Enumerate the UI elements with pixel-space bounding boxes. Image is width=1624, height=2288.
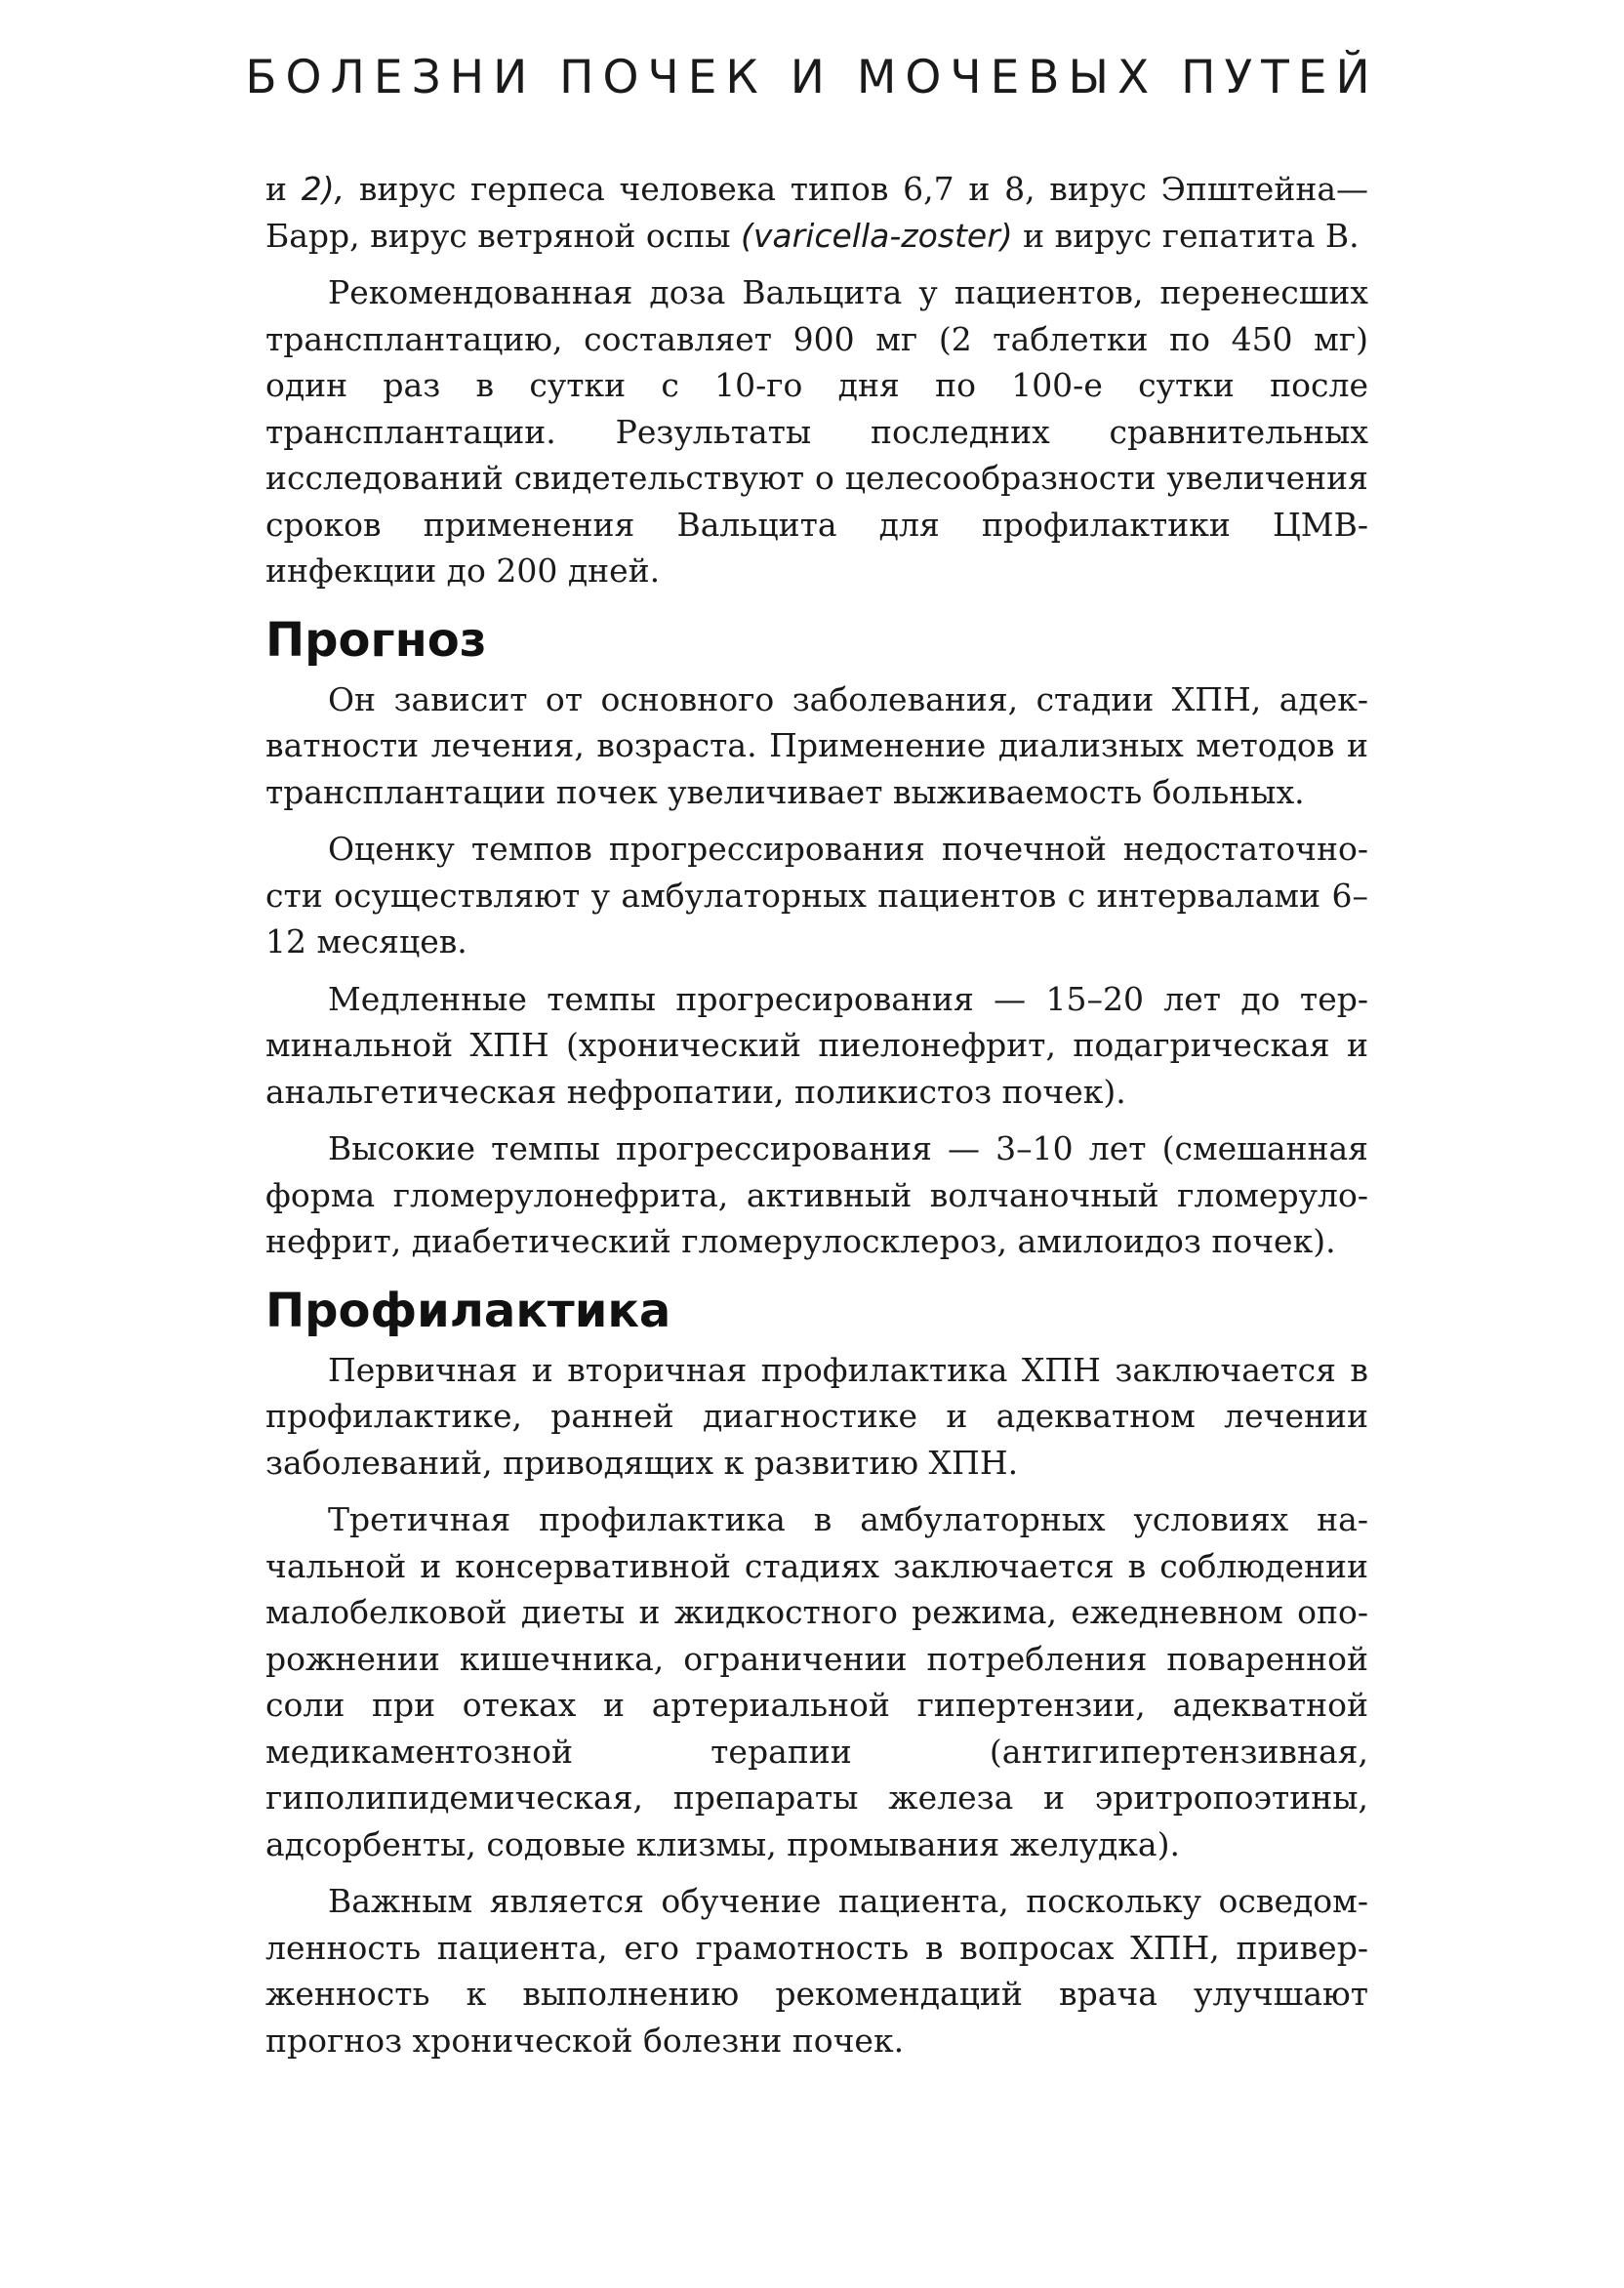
italic-run: 2),: [301, 170, 345, 208]
paragraph-prognosis-1: Он зависит от основного заболевания, стадии ХПН, адекватности лечения, возраста. Применение диализных методов и трансплантации почек увеличивает выживаемость больных.: [265, 679, 1368, 811]
body-text: [265, 166, 1368, 2074]
paragraph-prognosis-3: Медленные темпы прогресирования — 15–20 лет до терминальной ХПН (хронический пиелонефрит, подагрическая и анальгетическая нефропатии, поликистоз почек).: [265, 979, 1368, 1111]
paragraph-prophylaxis-1: Первичная и вторичная профилактика ХПН заключается в профилактике, ранней диагностике и адекватном лечении заболеваний, приводящих к развитию ХПН.: [265, 1350, 1368, 1482]
paragraph-prognosis-2: Оценку темпов прогрессирования почечной недостаточности осуществляют у амбулаторных пациентов с интервалами 6–12 месяцев.: [265, 830, 1368, 960]
heading-prognosis: Прогноз: [265, 612, 487, 668]
paragraph-continuation: [265, 166, 1368, 259]
text-run: и вирус гепатита В.: [1012, 216, 1360, 255]
text-run: вирус герпеса человека типов 6,7 и 8, вирус Эпштейна—Барр, вирус ветряной оспы: [265, 170, 1368, 255]
paragraph-valcyte-dose: Рекомендованная доза Вальцита у пациентов, перенесших трансплантацию, составляет 900 мг (2 таблетки по 450 мг) один раз в сутки с 10-го дня по 100-е сутки после трансплантации. Результаты последних сравнительных исследований свидетельствуют о целесообразности увеличения сроков применения Вальцита для профилактики ЦМВ-инфекции до 200 дней.: [265, 273, 1368, 590]
paragraph-prognosis-4: Высокие темпы прогрессирования — 3–10 лет (смешанная форма гломерулонефрита, активный волчаночный гломерулонефрит, диабетический гломерулосклероз, амилоидоз почек).: [265, 1129, 1368, 1260]
heading-prophylaxis: Профилактика: [265, 1283, 671, 1338]
paragraph-prophylaxis-3: Важным является обучение пациента, поскольку осведомленность пациента, его грамотность в вопросах ХПН, приверженность к выполнению рекомендаций врача улучшают прогноз хронической болезни почек.: [265, 1882, 1368, 2060]
text-run: и: [265, 170, 302, 208]
paragraph-prophylaxis-2: Третичная профилактика в амбулаторных условиях начальной и консервативной стадиях заключается в соблюдении малобелковой диеты и жидкостного режима, ежедневном опорожнении кишечника, ограничении потребления поваренной соли при отеках и артериальной гипертензии, адекватной медикаментозной терапии (антигипертензивная, гиполипидемическая, препараты железа и эритропоэтины, адсорбенты, содовые клизмы, промывания желудка).: [265, 1500, 1368, 1863]
running-head: БОЛЕЗНИ ПОЧЕК И МОЧЕВЫХ ПУТЕЙ: [245, 51, 1379, 104]
italic-run: (varicella-zoster): [741, 216, 1013, 255]
